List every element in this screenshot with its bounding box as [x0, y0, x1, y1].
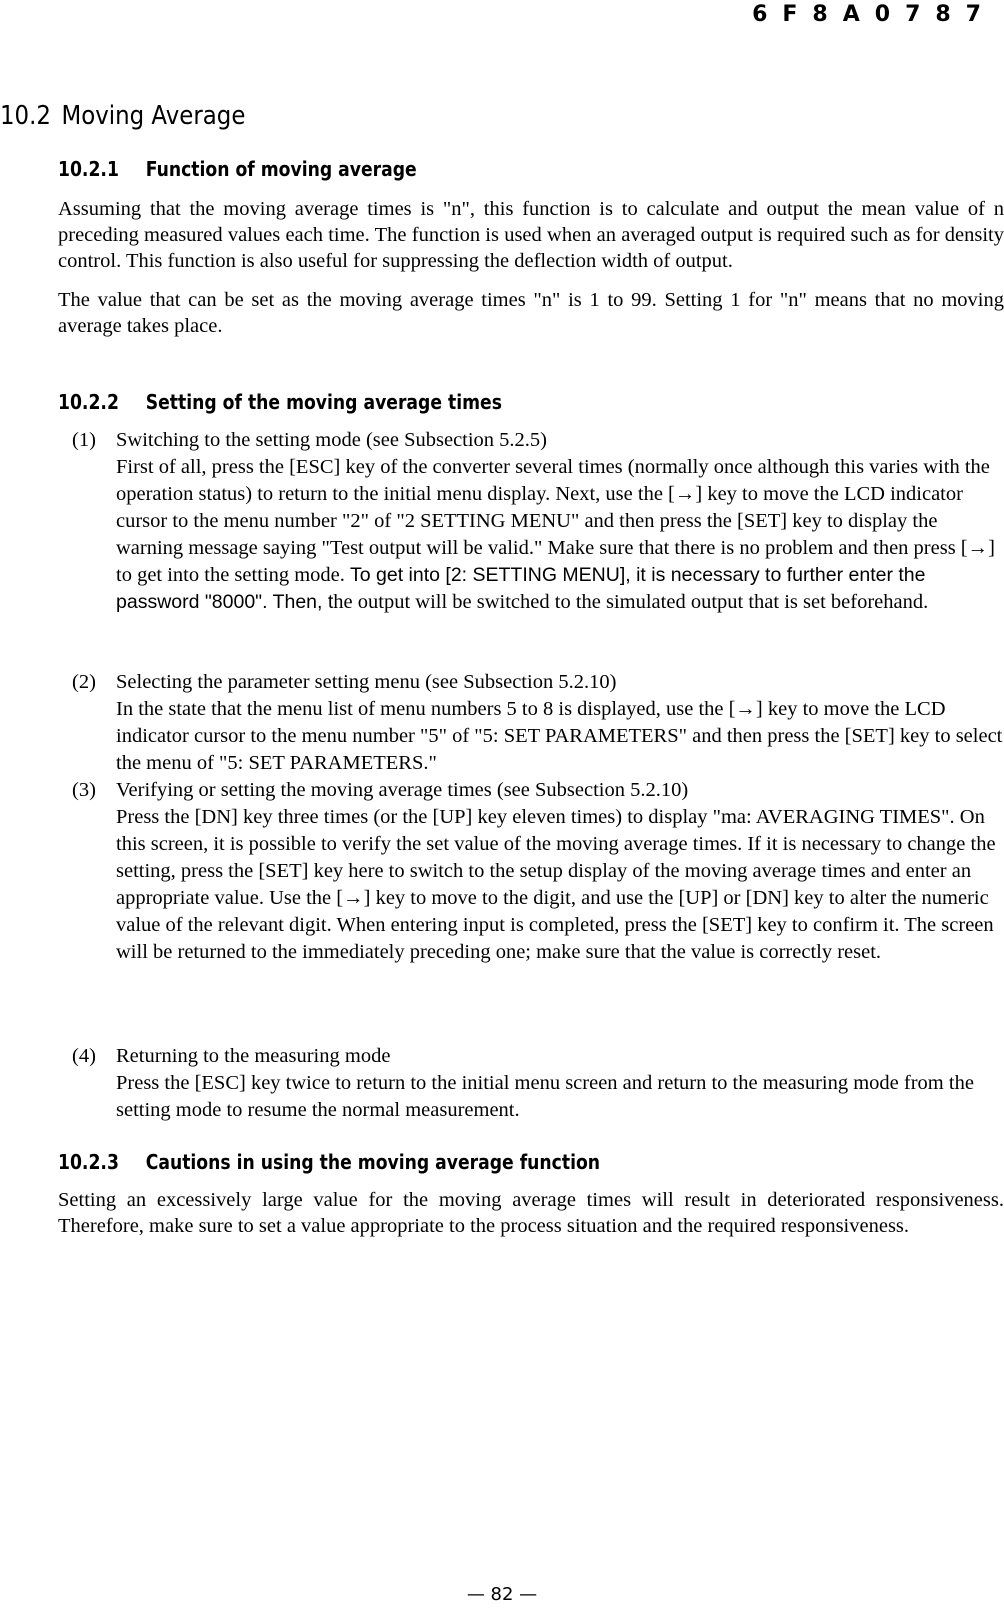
step-title: Switching to the setting mode (see Subsection 5.2.5)	[116, 429, 548, 451]
step-text-part: he output will be switched to the simulated output that is set beforehand.	[333, 591, 929, 613]
step-title: Returning to the measuring mode	[116, 1045, 391, 1067]
page-number: — 82 —	[466, 1584, 538, 1605]
document-code: 6F8A0787	[752, 2, 996, 27]
subsection-heading-function	[58, 157, 417, 181]
step-description	[116, 454, 1004, 616]
step-1	[72, 427, 1004, 616]
step-title: Selecting the parameter setting menu (see Subsection 5.2.10)	[116, 671, 617, 693]
step-heading	[72, 669, 1004, 696]
step-4	[72, 1043, 1004, 1124]
paragraph-function-description: Assuming that the moving average times is "n", this function is to calculate and output the mean value of n preceding measured values each time. The function is used when an averaged output is required such as for density control. This function is also useful for suppressing the deflection width of output.	[58, 198, 1004, 272]
step-heading	[72, 1043, 1004, 1070]
subsection-number: 10.2.2	[58, 390, 119, 414]
step-description: Press the [ESC] key twice to return to the initial menu screen and return to the measuring mode from the setting mode to resume the normal measurement.	[116, 1072, 974, 1121]
section-title: Moving Average	[61, 101, 246, 131]
step-description: In the state that the menu list of menu numbers 5 to 8 is displayed, use the [→] key to move the LCD indicator cursor to the menu number "5" of "5: SET PARAMETERS" and then press the [SET] key to select the menu of "5: SET PARAMETERS."	[116, 698, 1003, 774]
section-heading	[0, 101, 245, 131]
step-number: (4)	[72, 1045, 96, 1067]
subsection-heading-setting	[58, 390, 502, 414]
step-title: Verifying or setting the moving average times (see Subsection 5.2.10)	[116, 779, 689, 801]
step-number: (2)	[72, 671, 96, 693]
subsection-heading-cautions	[58, 1150, 600, 1174]
section-number: 10.2	[0, 101, 51, 131]
step-3	[72, 777, 1004, 966]
step-description: Press the [DN] key three times (or the [UP] key eleven times) to display "ma: AVERAGING TIMES". On this screen, it is possible to verify the set value of the moving average times. If it is necessary to change the setting, press the [SET] key here to switch to the setup display of the moving average times and enter an appropriate value. Use the [→] key to move to the digit, and use the [UP] or [DN] key to alter the numeric value of the relevant digit. When entering input is completed, press the [SET] key to confirm it. The screen will be returned to the immediately preceding one; make sure that the value is correctly reset.	[116, 806, 996, 963]
step-heading	[72, 777, 1004, 804]
paragraph-cautions: Setting an excessively large value for the moving average times will result in deteriorated responsiveness. Therefore, make sure to set a value appropriate to the process situation and the required responsiveness.	[58, 1189, 1004, 1237]
subsection-number: 10.2.1	[58, 157, 119, 181]
subsection-title: Cautions in using the moving average function	[145, 1150, 601, 1174]
step-number: (3)	[72, 779, 96, 801]
step-text-part: First of all, press the [ESC] key of the converter several times (normally once although this varies with the operation status) to return to the initial menu display. Next, use the [→] key to move the LCD indicator cursor to the menu number "2" of "2 SETTING MENU" and then press the [SET] key to display the warning message saying "Test output will be valid." Make sure that there is no problem and then press [→] to get into the setting mode.	[116, 456, 995, 586]
subsection-title: Setting of the moving average times	[145, 390, 502, 414]
subsection-number: 10.2.3	[58, 1150, 119, 1174]
step-heading	[72, 427, 1004, 454]
subsection-title: Function of moving average	[145, 157, 417, 181]
password-note: To get into [2: SETTING MENU], it is necessary to further enter the password "8000". Then, t	[116, 564, 926, 613]
step-2	[72, 669, 1004, 777]
paragraph-setting-range: The value that can be set as the moving average times "n" is 1 to 99. Setting 1 for "n" means that no moving average takes place.	[58, 289, 1004, 337]
step-number: (1)	[72, 429, 96, 451]
